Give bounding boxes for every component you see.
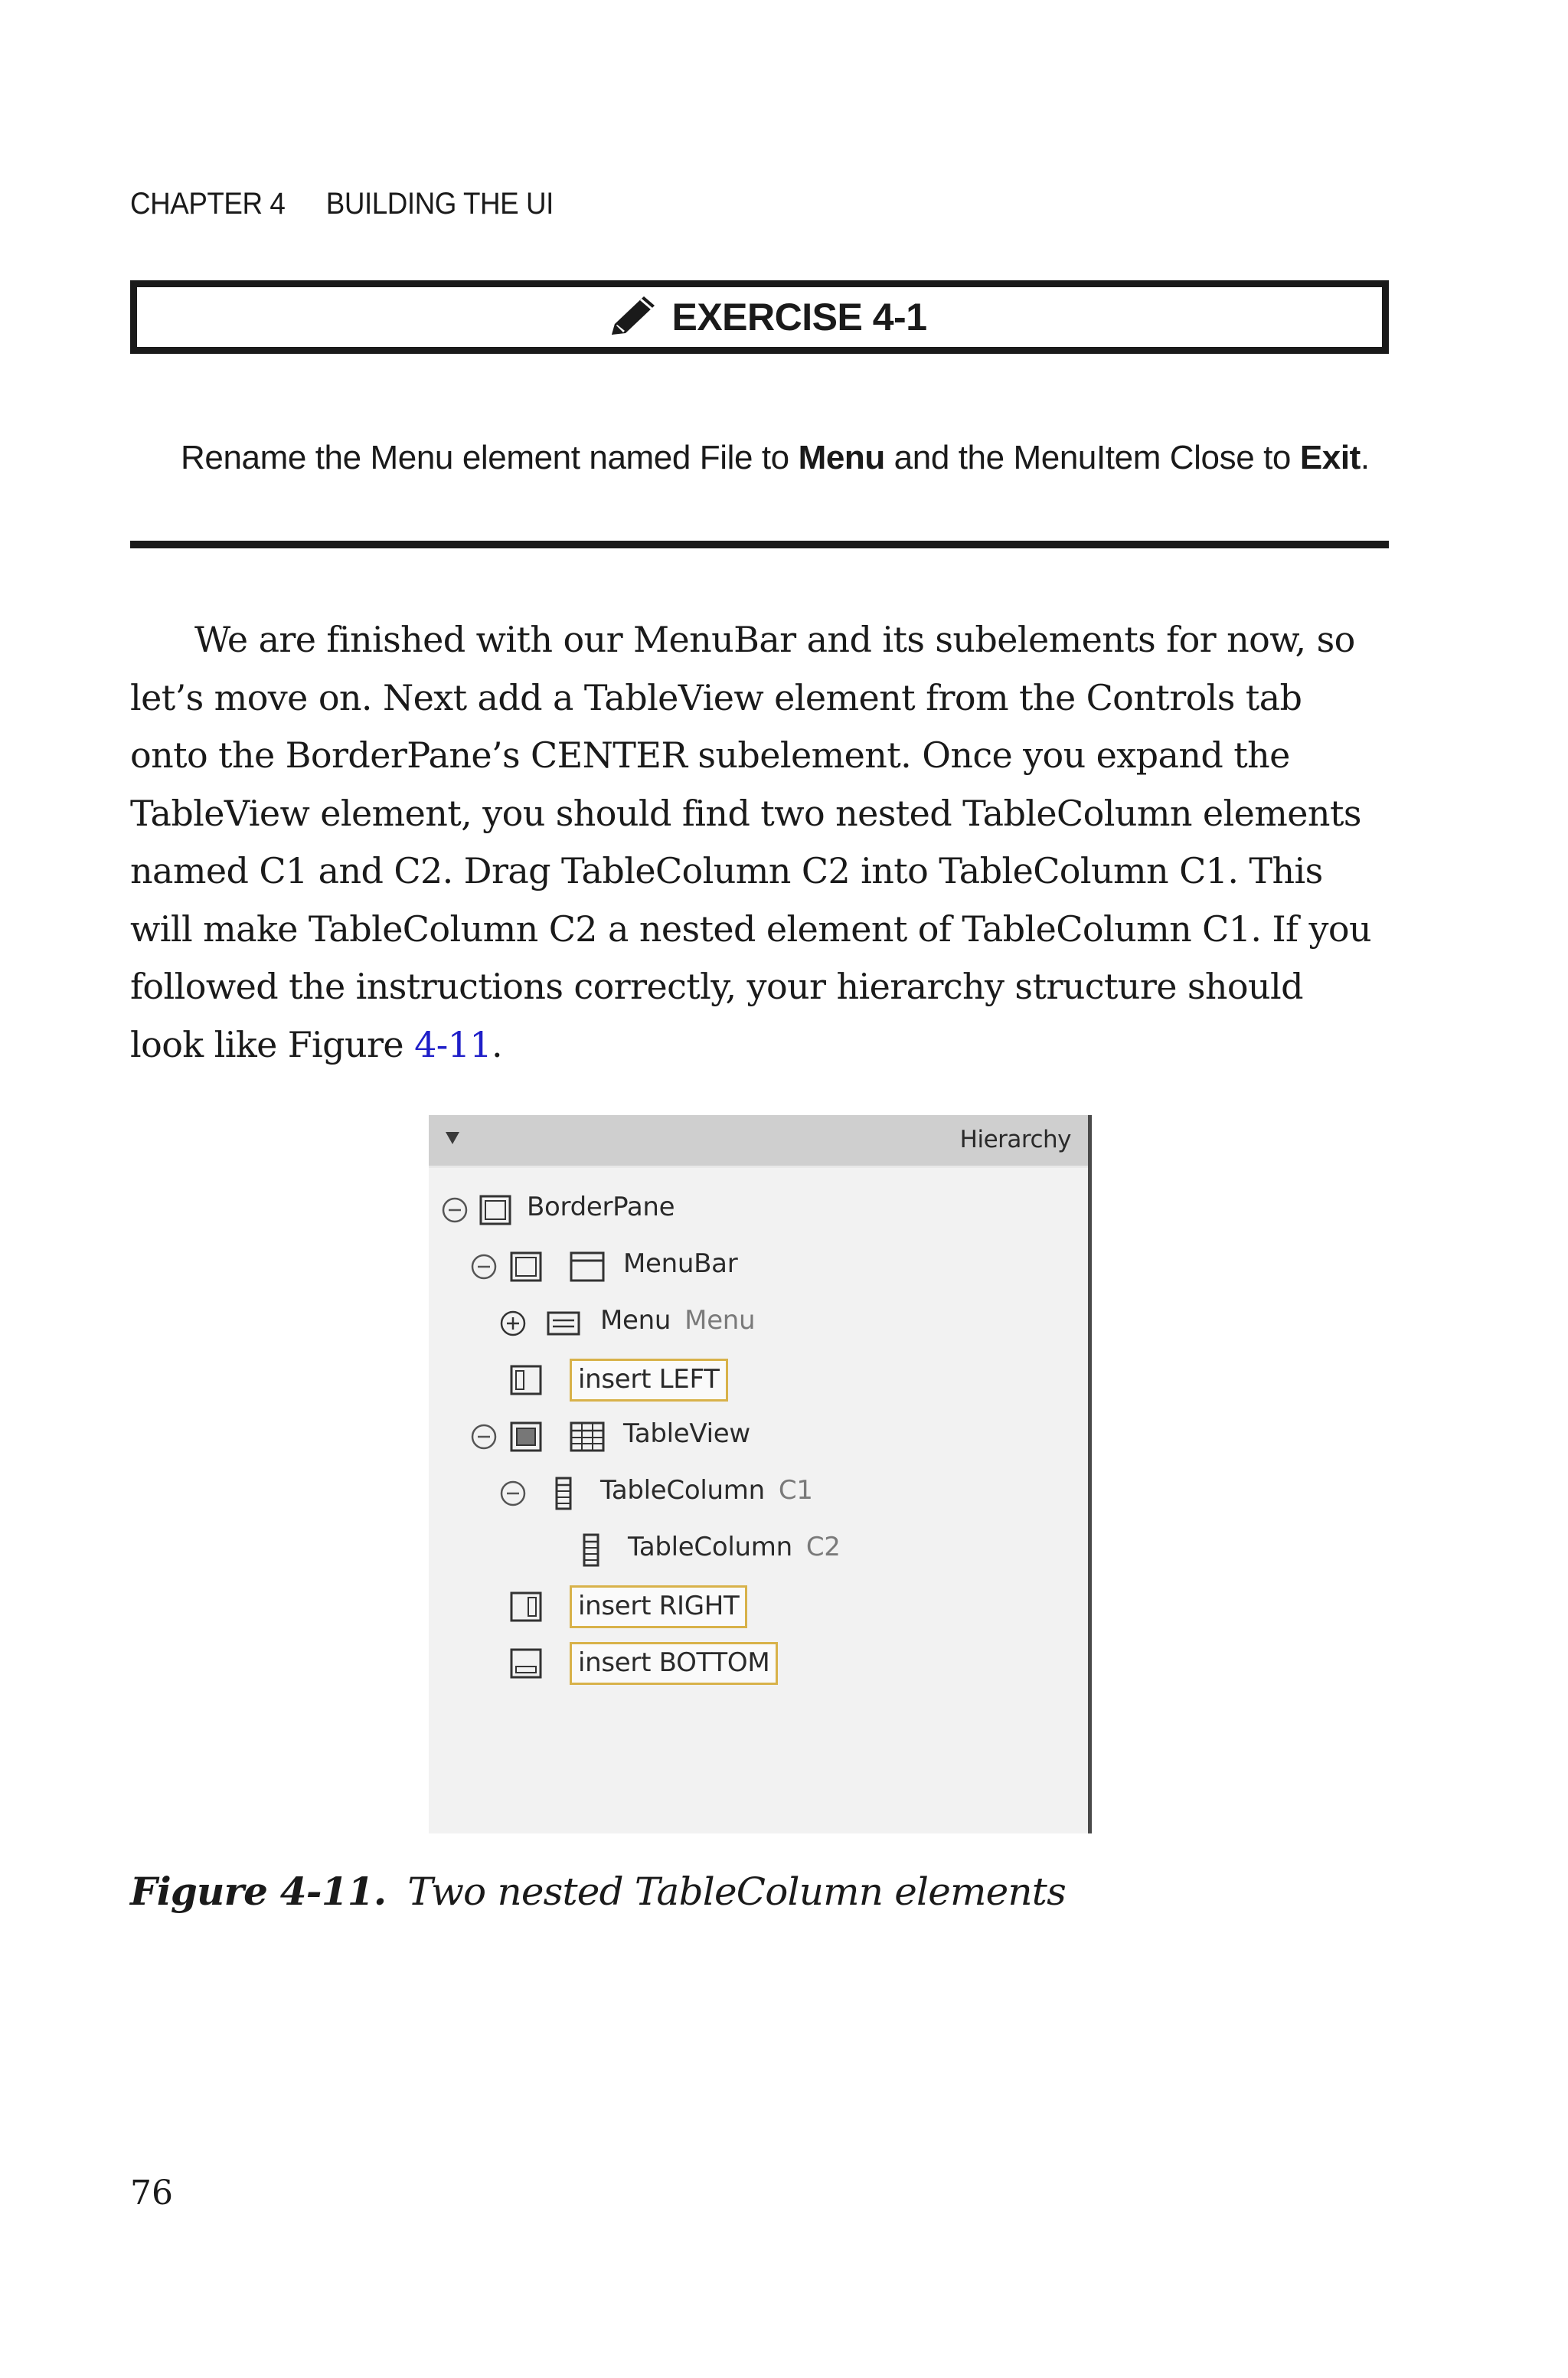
tablecolumn-icon [554, 1477, 573, 1510]
tree-label [628, 1532, 841, 1562]
body-paragraph [130, 611, 1386, 1074]
expand-plus-icon[interactable] [499, 1310, 527, 1337]
figure-caption-text: Two nested TableColumn elements [407, 1869, 1066, 1914]
tree-label: TableView [623, 1418, 750, 1449]
tree-row-tablecolumn-c2[interactable] [429, 1527, 1087, 1570]
tree-label-id: C1 [778, 1475, 813, 1506]
tree-label-type: Menu [600, 1305, 671, 1336]
tree-row-insert-right[interactable] [429, 1584, 1087, 1627]
tree-label-id: C2 [805, 1532, 841, 1562]
tablecolumn-icon [582, 1533, 600, 1567]
tree-label-id: Menu [684, 1305, 756, 1336]
insert-right-slot[interactable]: insert RIGHT [570, 1585, 747, 1628]
collapse-minus-icon[interactable] [470, 1253, 498, 1281]
tree-row-insert-left[interactable] [429, 1357, 1087, 1400]
tree-row-insert-bottom[interactable] [429, 1640, 1087, 1683]
running-head [130, 187, 554, 221]
menu-icon [547, 1311, 580, 1336]
tree-label: BorderPane [527, 1192, 675, 1222]
figure-caption [130, 1869, 1066, 1914]
container-slot-icon [510, 1365, 542, 1395]
body-text: We are finished with our MenuBar and its subelements for now, so let’s move on. Next add a TableView element from the Controls tab onto the BorderPane’s CENTER subelement. Once you expand the TableView element, you should find two nested TableColumn elements named C1 and C2. Drag TableColumn C2 into TableColumn C1. This will make TableColumn C2 a nested element of TableColumn C1. If you followed the instructions correctly, your hierarchy structure should look like Figure [130, 619, 1371, 1065]
exercise-title-text: EXERCISE 4-1 [671, 296, 927, 339]
menubar-icon [570, 1251, 605, 1282]
exercise-header-box [130, 280, 1389, 354]
exercise-text [181, 429, 1375, 487]
tree-row-borderpane[interactable] [429, 1187, 1087, 1230]
hierarchy-panel-title: Hierarchy [959, 1126, 1071, 1153]
hierarchy-panel-figure [429, 1115, 1092, 1833]
tree-label-type: TableColumn [600, 1475, 765, 1506]
insert-left-slot[interactable]: insert LEFT [570, 1359, 728, 1402]
chapter-title: BUILDING THE UI [325, 187, 554, 221]
pencil-icon [607, 293, 661, 341]
tree-row-tableview[interactable] [429, 1414, 1087, 1457]
hierarchy-panel-header [429, 1115, 1088, 1168]
container-slot-icon [510, 1648, 542, 1679]
container-slot-icon [510, 1591, 542, 1622]
exercise-text-part: . [1360, 439, 1370, 476]
borderpane-icon [479, 1195, 511, 1225]
collapse-minus-icon[interactable] [470, 1423, 498, 1451]
insert-bottom-slot[interactable]: insert BOTTOM [570, 1642, 778, 1685]
tree-label [600, 1475, 813, 1506]
collapse-minus-icon[interactable] [499, 1480, 527, 1507]
page-number: 76 [130, 2174, 173, 2213]
collapse-minus-icon[interactable] [441, 1196, 469, 1224]
tree-label-type: TableColumn [628, 1532, 792, 1562]
tree-row-tablecolumn-c1[interactable] [429, 1470, 1087, 1513]
tree-label: MenuBar [623, 1248, 738, 1279]
body-text: . [492, 1023, 503, 1065]
exercise-bottom-rule [130, 541, 1389, 548]
tree-label [600, 1305, 755, 1336]
chapter-label: CHAPTER 4 [130, 187, 286, 221]
exercise-title [607, 293, 926, 341]
exercise-bold-exit: Exit [1299, 439, 1361, 476]
tree-row-menu[interactable] [429, 1300, 1087, 1343]
figure-caption-number: Figure 4-11. [130, 1869, 387, 1914]
exercise-text-part: Rename the Menu element named File to [181, 439, 799, 476]
figure-xref-link[interactable]: 4-11 [414, 1023, 492, 1065]
collapse-triangle-icon[interactable] [446, 1132, 459, 1144]
container-slot-icon [510, 1251, 542, 1282]
center-slot-icon [510, 1421, 542, 1452]
exercise-text-part: and the MenuItem Close to [884, 439, 1300, 476]
exercise-bold-menu: Menu [798, 439, 885, 476]
tree-row-menubar[interactable] [429, 1244, 1087, 1287]
tableview-icon [570, 1421, 605, 1452]
